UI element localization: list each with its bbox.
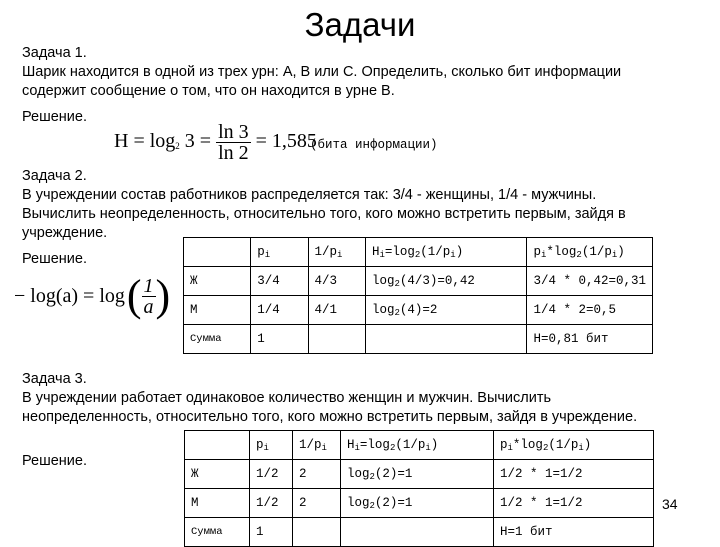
task2-text-line3: учреждение. [22, 225, 108, 241]
table-cell: 1/4 * 2=0,5 [527, 296, 653, 325]
task2-formula [14, 271, 171, 320]
table-cell: $\log_2(4)=2$ [365, 296, 527, 325]
formula-paren-open: ( [126, 271, 142, 320]
table-header-cell: $p_i$ [250, 431, 293, 460]
table-cell: 4/1 [308, 296, 365, 325]
table-cell: 1/2 * 1=1/2 [494, 460, 654, 489]
table-header-cell: $p_i*\log_2(1/p_i)$ [527, 238, 653, 267]
table-header-cell: $p_i*\log_2(1/p_i)$ [494, 431, 654, 460]
table-cell: 1/4 [251, 296, 308, 325]
table-header-row [184, 238, 653, 267]
formula-numerator: ln 3 [218, 121, 249, 143]
table-row [185, 518, 654, 547]
task2-text-line2: Вычислить неопределенность, относительно того, кого можно встретить первым, зайдя в [22, 206, 626, 222]
task2-heading: Задача 2. [22, 168, 87, 184]
table-cell: 1/2 * 1=1/2 [494, 489, 654, 518]
table-header-cell [185, 431, 250, 460]
task2-table [183, 237, 653, 354]
task3-heading: Задача 3. [22, 371, 87, 387]
table-cell: 2 [293, 489, 341, 518]
table-cell: М [184, 296, 251, 325]
table-cell: 3/4 * 0,42=0,31 [527, 267, 653, 296]
task3-text-line2: неопределенность, относительно того, кого можно встретить первым, зайдя в учреждение. [22, 409, 638, 425]
page-number: 34 [662, 496, 678, 512]
table-cell: 3/4 [251, 267, 308, 296]
table-row [184, 325, 653, 354]
formula-result: = 1,585 [255, 130, 317, 153]
formula-denominator: ln 2 [218, 142, 249, 164]
formula-left: − log(a) = log [14, 284, 125, 307]
table-header-row [185, 431, 654, 460]
table-cell: 1/2 [250, 489, 293, 518]
task2-solution-label: Решение. [22, 251, 87, 267]
table-header-cell: $H_i=\log_2(1/p_i)$ [365, 238, 527, 267]
table-cell: $\log_2(2)=1$ [341, 460, 494, 489]
task3-table [184, 430, 654, 547]
table-cell: Сумма [185, 518, 250, 547]
table-cell: H=1 бит [494, 518, 654, 547]
formula-arg: 3 = [184, 130, 212, 153]
formula-log-base: 2 [175, 141, 180, 152]
table-row [184, 267, 653, 296]
table-cell: 2 [293, 460, 341, 489]
task1-text-line1: Шарик находится в одной из трех урн: А, В или С. Определить, сколько бит информации [22, 64, 622, 80]
task2-text-line1: В учреждении состав работников распределяется так: 3/4 - женщины, 1/4 - мужчины. [22, 187, 597, 203]
table-header-cell: $p_i$ [251, 238, 308, 267]
task1-formula [114, 122, 317, 163]
table-header-cell: $1/p_i$ [308, 238, 365, 267]
table-header-cell: $H_i=\log_2(1/p_i)$ [341, 431, 494, 460]
table-cell: H=0,81 бит [527, 325, 653, 354]
table-cell: М [185, 489, 250, 518]
task1-note: (бита информации) [310, 138, 438, 152]
table-cell [293, 518, 341, 547]
table-cell: Ж [184, 267, 251, 296]
table-cell: Ж [185, 460, 250, 489]
task3-solution-label: Решение. [22, 453, 87, 469]
formula-fraction [142, 276, 156, 317]
task1-solution-label: Решение. [22, 109, 87, 125]
table-cell [308, 325, 365, 354]
table-cell: 1/2 [250, 460, 293, 489]
page-title: Задачи [304, 6, 416, 43]
table-cell [365, 325, 527, 354]
task3-text-line1: В учреждении работает одинаковое количество женщин и мужчин. Вычислить [22, 390, 552, 406]
table-row [185, 489, 654, 518]
table-cell: 1 [251, 325, 308, 354]
table-cell: Сумма [184, 325, 251, 354]
table-cell: $\log_2(4/3)=0,42$ [365, 267, 527, 296]
formula-fraction [216, 122, 251, 163]
table-header-cell: $1/p_i$ [293, 431, 341, 460]
table-row [184, 296, 653, 325]
formula-numerator: 1 [143, 274, 154, 297]
formula-denominator: a [143, 295, 154, 318]
table-row [185, 460, 654, 489]
formula-lhs: H = log [114, 130, 176, 153]
table-cell: 1 [250, 518, 293, 547]
task1-text-line2: содержит сообщение о том, что он находится в урне В. [22, 83, 395, 99]
table-cell [341, 518, 494, 547]
table-cell: 4/3 [308, 267, 365, 296]
table-cell: $\log_2(2)=1$ [341, 489, 494, 518]
formula-paren-close: ) [155, 271, 171, 320]
task1-heading: Задача 1. [22, 45, 87, 61]
table-header-cell [184, 238, 251, 267]
